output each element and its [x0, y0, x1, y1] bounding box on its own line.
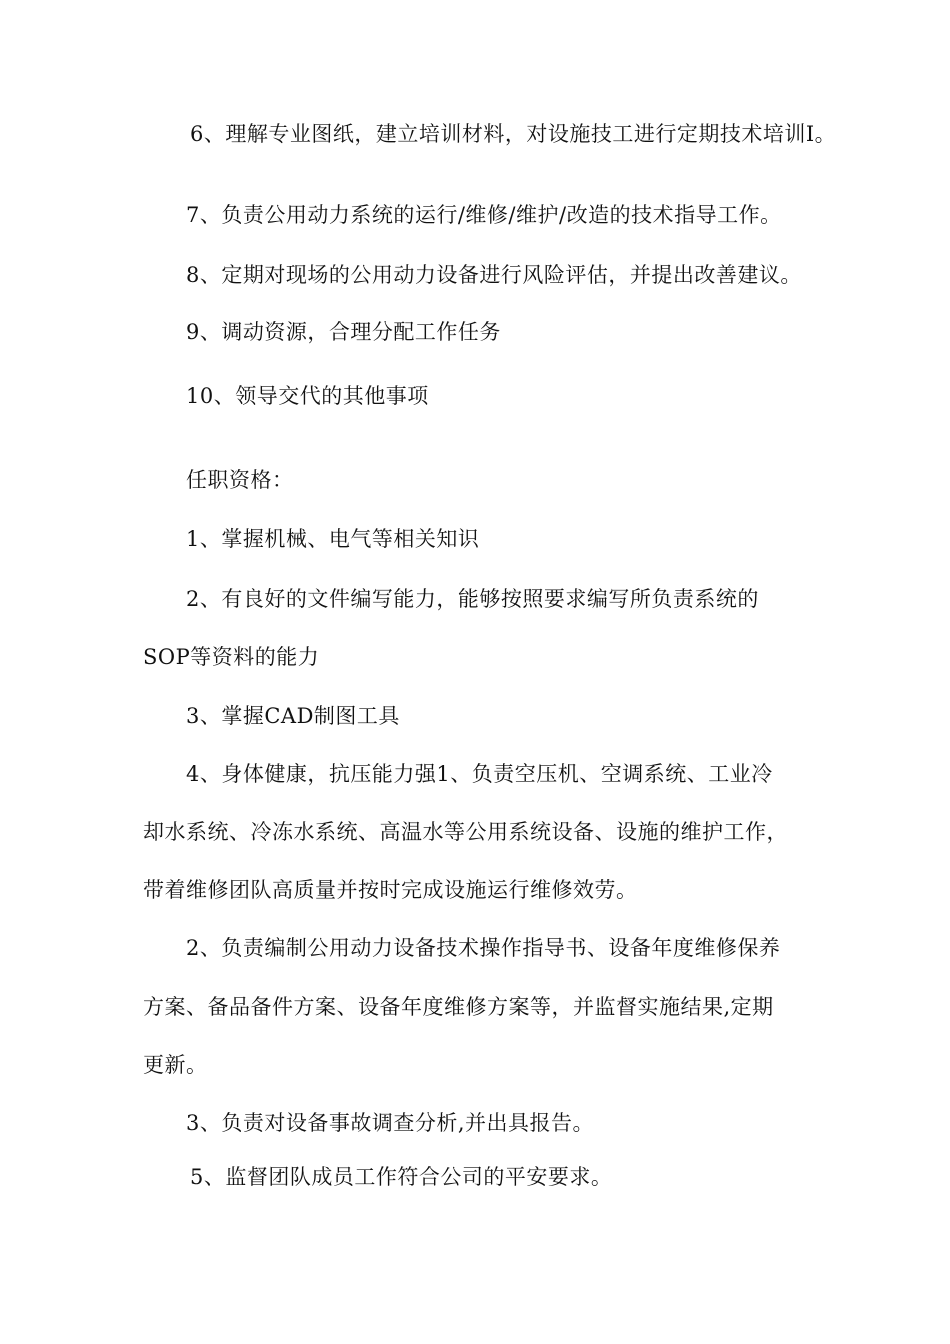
duty-item-2: 2、负责编制公用动力设备技术操作指导书、设备年度维修保养: [186, 936, 781, 960]
paragraph-item-9: 9、调动资源，合理分配工作任务: [186, 320, 501, 344]
duty-item-2-continued-1: 方案、备品备件方案、设备年度维修方案等，并监督实施结果,定期: [143, 995, 774, 1019]
paragraph-item-8: 8、定期对现场的公用动力设备进行风险评估，并提出改善建议。: [186, 263, 802, 287]
qualification-item-3: 3、掌握CAD制图工具: [186, 704, 400, 728]
qualification-item-2-continued: SOP等资料的能力: [143, 645, 320, 669]
paragraph-item-10: 10、领导交代的其他事项: [186, 384, 429, 408]
qualification-item-4: 4、身体健康，抗压能力强1、负责空压机、空调系统、工业冷: [186, 762, 773, 786]
qualification-item-1: 1、掌握机械、电气等相关知识: [186, 527, 480, 551]
duty-item-5: 5、监督团队成员工作符合公司的平安要求。: [190, 1165, 613, 1189]
paragraph-item-7: 7、负责公用动力系统的运行/维修/维护/改造的技术指导工作。: [186, 203, 782, 227]
qualification-item-4-continued-1: 却水系统、冷冻水系统、高温水等公用系统设备、设施的维护工作，: [143, 820, 788, 844]
section-heading-qualifications: 任职资格：: [186, 468, 294, 492]
qualification-item-2: 2、有良好的文件编写能力，能够按照要求编写所负责系统的: [186, 587, 759, 611]
duty-item-3: 3、负责对设备事故调查分析,并出具报告。: [186, 1111, 595, 1135]
paragraph-item-6: 6、理解专业图纸，建立培训材料，对设施技工进行定期技术培训I。: [190, 122, 837, 146]
qualification-item-4-continued-2: 带着维修团队高质量并按时完成设施运行维修效劳。: [143, 878, 638, 902]
duty-item-2-continued-2: 更新。: [143, 1053, 208, 1077]
